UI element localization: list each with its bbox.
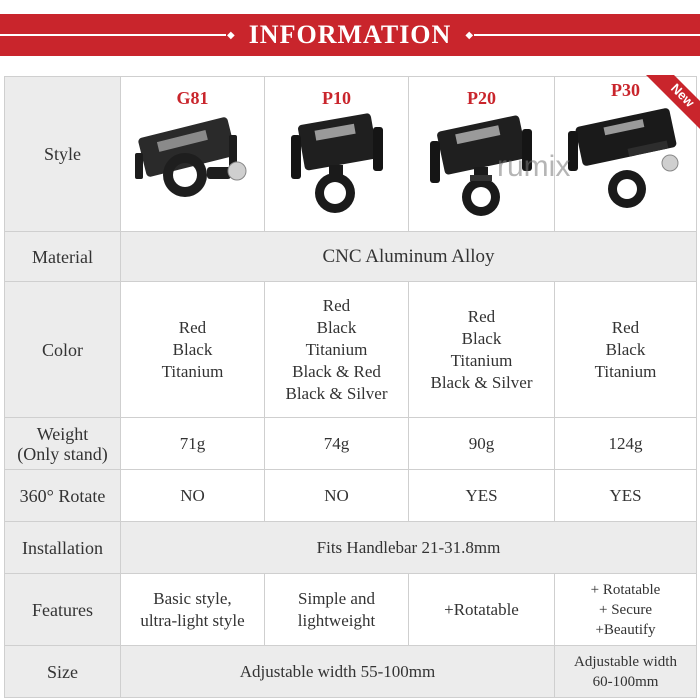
color-g81: Red Black Titanium — [121, 282, 265, 418]
row-label-color: Color — [5, 282, 121, 418]
model-cell-p30 — [555, 77, 697, 232]
weight-p20: 90g — [409, 418, 555, 470]
model-cell-p10 — [265, 77, 409, 232]
row-style — [5, 77, 697, 232]
diamond-icon: ◆ — [226, 29, 235, 41]
row-installation — [5, 522, 697, 574]
model-name: P30 — [611, 80, 640, 100]
new-badge — [646, 75, 700, 131]
rotate-p10: NO — [265, 470, 409, 522]
weight-g81: 71g — [121, 418, 265, 470]
weight-p10: 74g — [265, 418, 409, 470]
row-label-installation: Installation — [5, 522, 121, 574]
row-color — [5, 282, 697, 418]
row-features — [5, 574, 697, 646]
model-name: P10 — [322, 88, 351, 108]
model-cell-g81 — [121, 77, 265, 232]
material-value: CNC Aluminum Alloy — [121, 232, 697, 282]
row-label-rotate: 360° Rotate — [5, 470, 121, 522]
header-banner — [0, 14, 700, 56]
spec-table — [4, 76, 697, 698]
model-name: P20 — [467, 88, 496, 108]
color-p10: Red Black Titanium Black & Red Black & Silver — [265, 282, 409, 418]
bike-holder-g81-image — [133, 113, 253, 223]
row-material — [5, 232, 697, 282]
rotate-p30: YES — [555, 470, 697, 522]
row-label-size: Size — [5, 646, 121, 698]
features-p30: + Rotatable + Secure +Beautify — [555, 574, 697, 646]
size-value-shared: Adjustable width 55-100mm — [121, 646, 555, 698]
new-badge-label: New — [668, 80, 698, 110]
rotate-g81: NO — [121, 470, 265, 522]
weight-p30: 124g — [555, 418, 697, 470]
row-label-material: Material — [5, 232, 121, 282]
features-p20: +Rotatable — [409, 574, 555, 646]
installation-value: Fits Handlebar 21-31.8mm — [121, 522, 697, 574]
row-label-weight: Weight (Only stand) — [5, 418, 121, 470]
features-p10: Simple and lightweight — [265, 574, 409, 646]
color-p30: Red Black Titanium — [555, 282, 697, 418]
row-label-features: Features — [5, 574, 121, 646]
size-value-p30: Adjustable width 60-100mm — [555, 646, 697, 698]
color-p20: Red Black Titanium Black & Silver — [409, 282, 555, 418]
bike-holder-p10-image — [277, 113, 397, 223]
page-title: INFORMATION — [248, 20, 452, 49]
features-g81: Basic style, ultra-light style — [121, 574, 265, 646]
row-label-style: Style — [5, 77, 121, 232]
diamond-icon: ◆ — [465, 29, 474, 41]
rotate-p20: YES — [409, 470, 555, 522]
model-name: G81 — [176, 88, 209, 108]
header-line-right — [474, 34, 700, 36]
watermark-text: rumix — [497, 150, 571, 183]
row-size — [5, 646, 697, 698]
row-weight — [5, 418, 697, 470]
row-rotate — [5, 470, 697, 522]
header-line-left — [0, 34, 226, 36]
